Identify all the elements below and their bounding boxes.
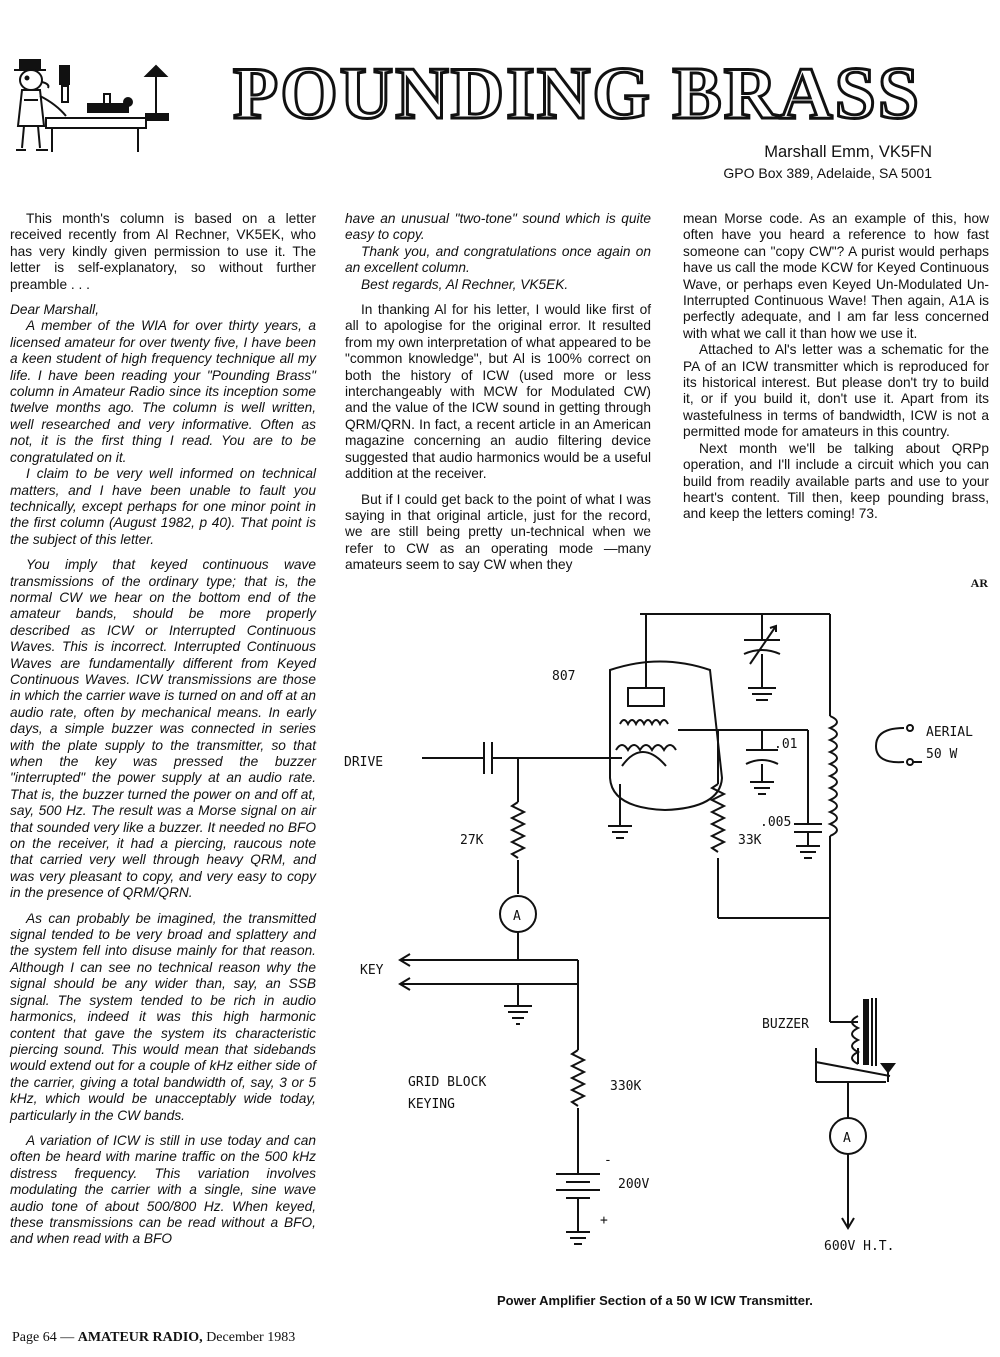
page-number: Page 64 —	[12, 1330, 75, 1345]
article-column-2	[345, 211, 651, 583]
article-column-3	[683, 211, 989, 532]
resistor-330k-label: 330K	[610, 1079, 642, 1094]
cap-01-label: .01	[774, 737, 798, 752]
page-footer	[12, 1330, 295, 1346]
author-address: GPO Box 389, Adelaide, SA 5001	[723, 165, 932, 181]
resistor-27k	[512, 802, 524, 858]
byline	[723, 142, 932, 184]
letter-paragraph: As can probably be imagined, the transmitted signal tended to be very broad and splattery and the system fell into disuse mainly for that reason. Although I can see no technical reason why the signal should be any wider than, say, an SSB signal. The system tended to be rich in audio harmonics, indeed it was this high harmonic content that gave the system its characteristic piercing sound. This would mean that sidebands would extend out for a couple of kHz either side of the carrier, giving a total bandwidth of, say, 3 or 5 kHz, which would be unacceptably wide today, particularly in the CW bands.	[10, 910, 316, 1123]
paragraph: Attached to Al's letter was a schematic for the PA of an ICW transmitter which is reproduced for its historical interest. But please don't try to build it, or if you build it, don't use it. Apart from its wastefulness in terms of bandwidth, ICW is not a permitted mode for amateurs in this country.	[683, 342, 989, 440]
tube-control-grid	[616, 745, 676, 750]
letter-paragraph: Thank you, and congratulations once again on an excellent column.	[345, 243, 651, 276]
keying-label: KEYING	[408, 1097, 455, 1112]
article-column-1	[10, 211, 316, 1257]
column-title	[212, 52, 942, 132]
battery-label: 200V	[618, 1177, 650, 1192]
paragraph: But if I could get back to the point of what I was saying in that original article, just for the record, we are still being pretty un-technical when we refer to CW as an operating mode —many amateurs seem to say CW when they	[345, 491, 651, 573]
cap-005-label: .005	[760, 815, 792, 830]
svg-text:POUNDING BRASS: POUNDING BRASS	[233, 53, 921, 132]
plate-meter-label: A	[843, 1131, 851, 1146]
grid-block-label: GRID BLOCK	[408, 1075, 487, 1090]
paragraph: This month's column is based on a letter received recently from Al Rechner, VK5EK, who has very kindly given permission to use it. The letter is self-explanatory, so without further preamble . . .	[10, 211, 316, 292]
letter-paragraph: A member of the WIA for over thirty years, a licensed amateur for over twenty five, I have been a keen student of high frequency technique all my life. I have been reading your "Pounding Brass" column in Amateur Radio since its inception some twelve months ago. The column is well written, well researched and very informative. Often as not, it is the first thing I read. You are to be congratulated on it.	[10, 318, 316, 465]
ht-label: 600V H.T.	[824, 1239, 895, 1254]
author-name: Marshall Emm, VK5FN	[764, 143, 932, 161]
tube-envelope	[610, 662, 722, 811]
magazine-name: AMATEUR RADIO,	[77, 1330, 203, 1345]
resistor-33k-label: 33K	[738, 833, 762, 848]
paragraph: In thanking Al for his letter, I would like first of all to apologise for the original error. It resulted from my own interpretation of what appeared to be "common knowledge", but Al is 100% correct on both the history of ICW (used more or less interchangeably with MCW for Modulated CW) and the value of the ICW sound in getting through QRM/QRN. In fact, a recent article in an American magazine concerning an audio filtering device suggested that audio harmonics would be a useful addition at the receiver.	[345, 302, 651, 482]
letter-paragraph: I claim to be very well informed on technical matters, and I have been unable to fault you technically, except perhaps for one minor point in the first column (August 1982, p 40). That point is the subject of this letter.	[10, 466, 316, 547]
battery-plus: +	[600, 1213, 608, 1228]
grid-meter-label: A	[513, 909, 521, 924]
power-label: 50 W	[926, 747, 958, 762]
resistor-33k	[712, 784, 724, 852]
letter-signoff: Best regards, Al Rechner, VK5EK.	[361, 276, 569, 292]
key-label: KEY	[360, 963, 384, 978]
tank-coil	[830, 716, 837, 836]
end-mark: AR	[970, 576, 988, 590]
letter-paragraph: have an unusual "two-tone" sound which is quite easy to copy.	[345, 211, 651, 243]
icw-transmitter-schematic	[330, 598, 1000, 1288]
resistor-27k-label: 27K	[460, 833, 484, 848]
letter-paragraph: A variation of ICW is still in use today and can often be heard with marine traffic on the 500 kHz distress frequency. This variation involves modulating the carrier with a single, sine wave audio tone of about 500/800 Hz. When keyed, these transmissions can be read without a BFO, and when read with a BFO	[10, 1132, 316, 1247]
paragraph: Next month we'll be talking about QRPp operation, and I'll include a circuit which you can build from readily available parts and use to your heart's content. Till then, keep pounding brass, and keep the letters coming! 73.	[683, 440, 989, 522]
tube-label: 807	[552, 669, 576, 684]
tube-filament	[622, 752, 666, 766]
paragraph: mean Morse code. As an example of this, how often have you heard a reference to how fast someone can "copy CW"? A purist would perhaps have us call the mode KCW for Keyed Continuous Wave, or perhaps even Keyed Un-Modulated Un-Interrupted Continuous Wave! Then again, A1A is perfectly adequate, and I am far less concerned with what we call it than how we use it.	[683, 211, 989, 341]
issue-date: December 1983	[206, 1330, 296, 1345]
telegrapher-cartoon-logo	[6, 56, 181, 156]
tube-screen-grid	[620, 720, 668, 724]
schematic-caption: Power Amplifier Section of a 50 W ICW Transmitter.	[497, 1293, 813, 1308]
resistor-330k	[572, 1050, 584, 1106]
buzzer-label: BUZZER	[762, 1017, 809, 1032]
drive-label: DRIVE	[344, 755, 384, 770]
letter-salutation: Dear Marshall,	[10, 302, 99, 318]
battery-minus: -	[604, 1153, 612, 1168]
letter-paragraph: You imply that keyed continuous wave transmissions of the ordinary type; that is, the normal CW we hear on the bottom end of the amateur bands, should be more properly described as ICW or Interrupted Continuous Waves. This is incorrect. Interrupted Continuous Waves are fundamentally different from Keyed Continuous Waves. ICW transmissions are those in which the carrier wave is turned on and off at an audio rate, often by mechanical means. In early days, a simple buzzer was connected in series with the plate supply to the transmitter, so that when the key was pressed the buzzer "interrupted" the power supply at an audio rate. That is, the buzzer turned the power on and off at, say, 500 Hz. The result was a Morse signal on air that sounded very like a buzzer. It needed no BFO on the receiver, it had a piercing, raucous note that carried very well through heavy QRM, and was very pleasant to copy, and very easy to copy in the presence of QRM/QRN.	[10, 557, 316, 901]
aerial-label: AERIAL	[926, 725, 973, 740]
tube-plate	[628, 688, 664, 706]
